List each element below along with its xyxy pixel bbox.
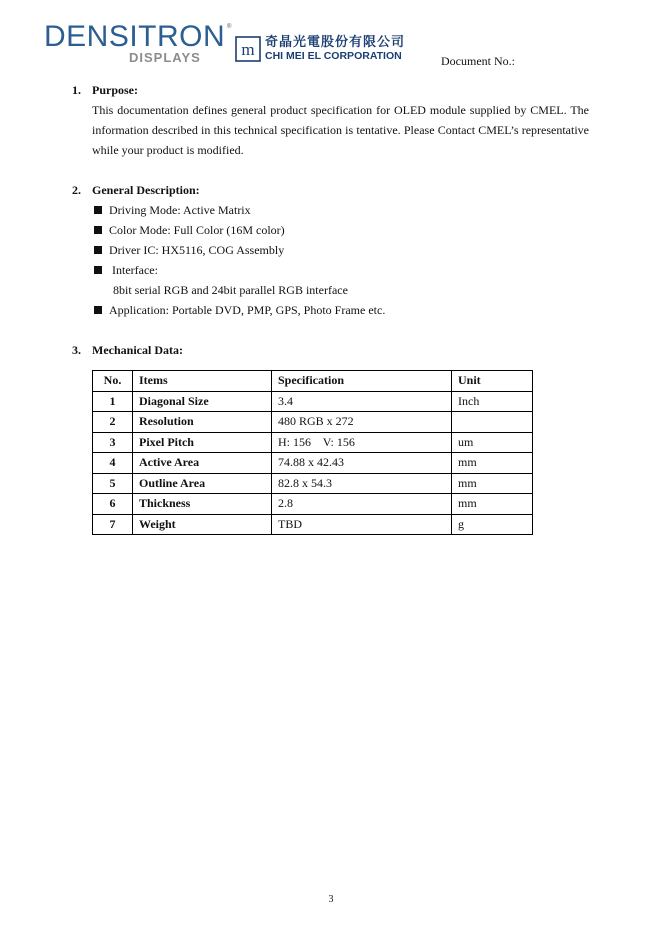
row-spec: 82.8 x 54.3 <box>272 473 452 494</box>
table-row <box>93 453 533 474</box>
list-item: Driving Mode: Active Matrix <box>92 200 385 220</box>
mechanical-heading <box>72 340 183 360</box>
section-number: 2. <box>72 183 81 197</box>
row-number: 1 <box>93 391 133 412</box>
row-number: 6 <box>93 494 133 515</box>
column-header: Unit <box>452 371 533 392</box>
row-item: Thickness <box>133 494 272 515</box>
cmel-mark-icon <box>235 36 261 62</box>
section-number: 1. <box>72 83 81 97</box>
row-number: 5 <box>93 473 133 494</box>
column-header: No. <box>93 371 133 392</box>
general-list <box>92 200 385 320</box>
svg-text:m: m <box>241 40 255 59</box>
row-item: Diagonal Size <box>133 391 272 412</box>
column-header: Items <box>133 371 272 392</box>
cmel-english-name: CHI MEI EL CORPORATION <box>265 50 402 62</box>
row-spec: 74.88 x 42.43 <box>272 453 452 474</box>
purpose-text: This documentation defines general product specification for OLED module supplied by CMEL. The information described in this technical specification is tentative. Please Contact CMEL’s representative while your product is modified. <box>92 103 589 157</box>
list-item: Application: Portable DVD, PMP, GPS, Photo Frame etc. <box>92 300 385 320</box>
row-number: 2 <box>93 412 133 433</box>
general-heading <box>72 180 200 200</box>
square-bullet-icon <box>94 246 102 254</box>
row-unit: um <box>452 432 533 453</box>
list-item: Interface: <box>92 260 385 280</box>
row-spec: 480 RGB x 272 <box>272 412 452 433</box>
registered-mark: ® <box>227 24 232 30</box>
purpose-heading <box>72 80 138 100</box>
table-row <box>93 391 533 412</box>
section-title: General Description: <box>92 183 200 197</box>
row-item: Active Area <box>133 453 272 474</box>
column-header: Specification <box>272 371 452 392</box>
table-row <box>93 412 533 433</box>
section-title: Purpose: <box>92 83 138 97</box>
table-row <box>93 494 533 515</box>
row-unit <box>452 412 533 433</box>
row-spec: H: 156 V: 156 <box>272 432 452 453</box>
row-spec: TBD <box>272 514 452 535</box>
document-number-label: Document No.: <box>441 54 515 68</box>
row-item: Weight <box>133 514 272 535</box>
densitron-subtitle: DISPLAYS <box>129 50 201 65</box>
table-row <box>93 514 533 535</box>
list-item: Color Mode: Full Color (16M color) <box>92 220 385 240</box>
row-item: Pixel Pitch <box>133 432 272 453</box>
page-header <box>0 0 662 80</box>
list-item: Driver IC: HX5116, COG Assembly <box>92 240 385 260</box>
mechanical-data-table <box>92 370 533 535</box>
square-bullet-icon <box>94 266 102 274</box>
square-bullet-icon <box>94 206 102 214</box>
row-unit: mm <box>452 453 533 474</box>
row-unit: g <box>452 514 533 535</box>
row-item: Resolution <box>133 412 272 433</box>
row-unit: Inch <box>452 391 533 412</box>
densitron-wordmark: DENSITRON <box>44 20 226 53</box>
square-bullet-icon <box>94 226 102 234</box>
row-unit: mm <box>452 473 533 494</box>
table-row <box>93 473 533 494</box>
row-unit: mm <box>452 494 533 515</box>
row-number: 7 <box>93 514 133 535</box>
section-title: Mechanical Data: <box>92 343 183 357</box>
row-item: Outline Area <box>133 473 272 494</box>
cmel-chinese-name: 奇晶光電股份有限公司 <box>265 35 406 50</box>
densitron-logo <box>44 20 232 65</box>
cmel-logo <box>235 36 435 62</box>
section-number: 3. <box>72 343 81 357</box>
row-spec: 3.4 <box>272 391 452 412</box>
page-number: 3 <box>328 894 334 905</box>
row-spec: 2.8 <box>272 494 452 515</box>
interface-detail: 8bit serial RGB and 24bit parallel RGB interface <box>113 283 348 297</box>
row-number: 3 <box>93 432 133 453</box>
table-row <box>93 432 533 453</box>
square-bullet-icon <box>94 306 102 314</box>
row-number: 4 <box>93 453 133 474</box>
table-header-row <box>93 371 533 392</box>
